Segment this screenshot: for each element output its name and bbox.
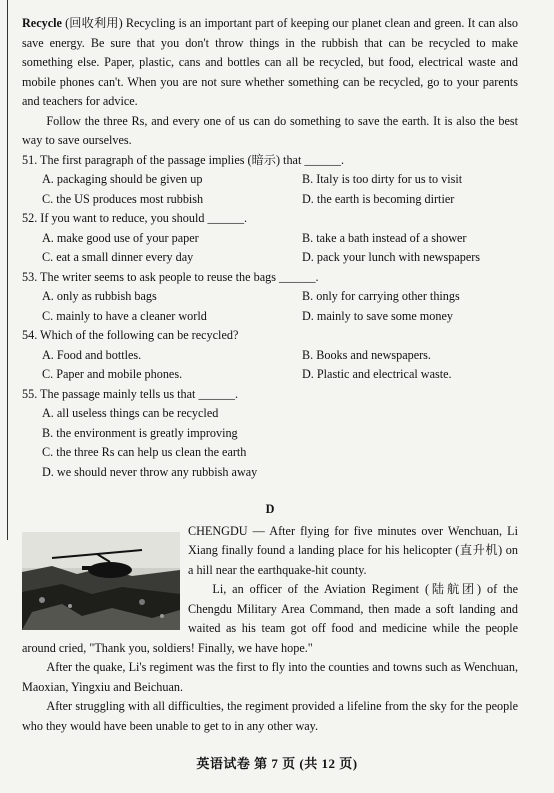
recycle-paragraph — [22, 14, 518, 112]
question-stem: 54. Which of the following can be recycled? — [22, 328, 239, 342]
option-c: C. the US produces most rubbish — [42, 191, 204, 206]
option-d: D. we should never throw any rubbish away — [42, 464, 258, 479]
chengdu-paragraph: CHENGDU — After flying for five minutes over Wenchuan, Li Xiang finally found a landing place for his helicopter (直升机) on a hill near the earthquake-hit county. — [188, 523, 518, 577]
helicopter-photo — [22, 532, 180, 630]
question-55 — [22, 385, 518, 483]
option-d: D. Plastic and electrical waste. — [302, 367, 452, 381]
regiment-paragraph: After the quake, Li's regiment was the first to fly into the counties and towns such as Wenchuan, Maoxian, Yingxiu and Beichuan. — [22, 660, 518, 694]
option-d: D. mainly to save some money — [302, 308, 453, 323]
option-b: B. the environment is greatly improving — [42, 425, 238, 440]
three-rs-paragraph: Follow the three Rs, and every one of us can do something to save the earth. It is also the best way to save ourselves. — [22, 113, 518, 147]
lifeline-paragraph: After struggling with all difficulties, the regiment provided a lifeline from the sky for the people who they would have been unable to get to in any other way. — [22, 699, 518, 733]
option-a: A. make good use of your paper — [42, 230, 199, 245]
question-stem: 52. If you want to reduce, you should ______. — [22, 211, 248, 225]
question-stem: 51. The first paragraph of the passage implies (暗示) that ______. — [22, 152, 344, 167]
option-b: B. Books and newspapers. — [302, 347, 431, 362]
option-c: C. Paper and mobile phones. — [42, 367, 183, 381]
recycle-text: Recycling is an important part of keeping our planet clean and green. It can also save energy. Be sure that you don't throw things in the rubbish that can be recycled to make something else. Paper, plastic, cans and bottles can all be recycled, but food, electrical waste and mobile phones can't. When you are not sure whether something can be recycled, go to your parents and teachers for advice. — [22, 16, 518, 108]
option-a: A. all useless things can be recycled — [42, 406, 219, 420]
option-a: A. packaging should be given up — [42, 172, 203, 186]
question-51 — [22, 151, 518, 210]
option-b: B. Italy is too dirty for us to visit — [302, 172, 463, 186]
option-c: C. eat a small dinner every day — [42, 250, 194, 264]
section-d-passage — [22, 522, 518, 737]
option-a: A. only as rubbish bags — [42, 289, 157, 303]
li-paragraph: Li, an officer of the Aviation Regiment (陆航团) of the Chengdu Military Area Command, then made a soft landing and waited as his team got off food and medicine while the people around cried, "Thank you, soldiers! Finally, we have hope." — [22, 582, 518, 655]
option-d: D. the earth is becoming dirtier — [302, 191, 455, 206]
option-a: A. Food and bottles. — [42, 347, 142, 362]
section-d-title: D — [265, 502, 275, 516]
question-stem: 53. The writer seems to ask people to reuse the bags ______. — [22, 269, 319, 284]
option-b: B. take a bath instead of a shower — [302, 230, 467, 245]
option-c: C. mainly to have a cleaner world — [42, 308, 207, 323]
question-54 — [22, 326, 518, 385]
exam-page — [22, 14, 518, 736]
helicopter-photo-graphic — [22, 532, 180, 630]
page-footer: 英语试卷 第 7 页 (共 12 页) — [196, 756, 358, 771]
question-52 — [22, 209, 518, 268]
option-b: B. only for carrying other things — [302, 289, 460, 303]
binding-margin-line — [7, 0, 8, 540]
question-53 — [22, 268, 518, 327]
option-d: D. pack your lunch with newspapers — [302, 250, 481, 264]
recycle-heading-cn: (回收利用) — [65, 16, 123, 30]
option-c: C. the three Rs can help us clean the earth — [42, 445, 247, 459]
recycle-heading: Recycle — [22, 16, 62, 30]
question-stem: 55. The passage mainly tells us that ______. — [22, 386, 239, 401]
